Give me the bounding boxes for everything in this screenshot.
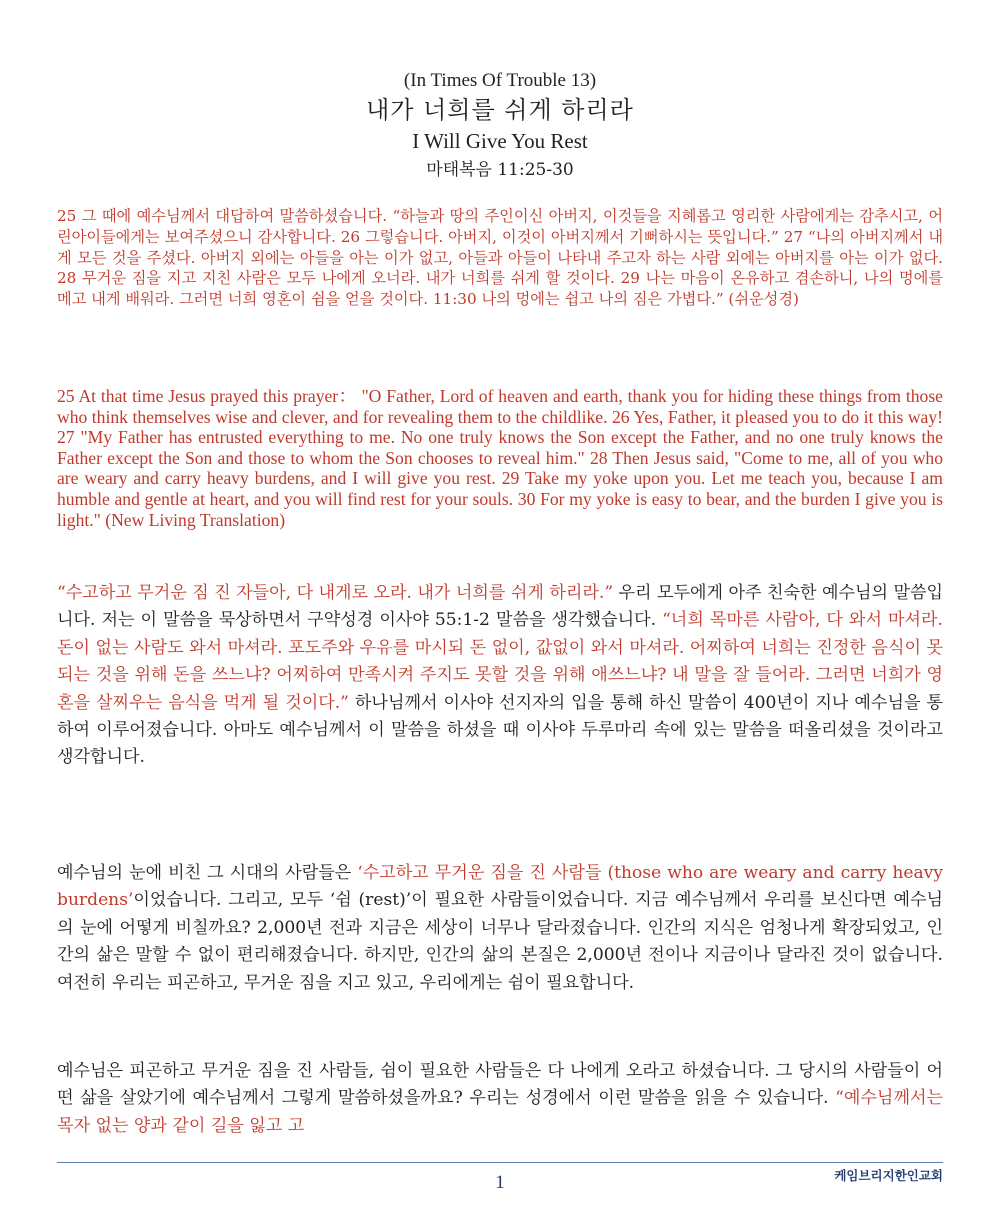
sermon-paragraph-1 [57,580,943,772]
sermon-paragraph-3 [57,1058,943,1140]
series-title: (In Times Of Trouble 13) [403,70,597,91]
english-scripture-passage: 25 At that time Jesus prayed this prayer： "O Father, Lord of heaven and earth, thank you for hiding these things from those who think themselves wise and clever, and for revealing them to the childlike. 26 Yes, Father, it pleased you to do it this way! 27 "My Father has entrusted everything to me. No one truly knows the Son except the Father, and no one truly knows the Father except the Son and those to whom the Son chooses to reveal him." 28 Then Jesus said, "Come to me, all of you who are weary and carry heavy burdens, and I will give you rest. 29 Take my yoke upon you. Let me teach you, because I am humble and gentle at heart, and you will find rest for your souls. 30 For my yoke is easy to bear, and the burden I give you is light." (New Living Translation) [57,386,943,530]
quoted-verse: “예수님께서는 목자 없는 양과 같이 길을 잃고 고 [57,1088,943,1136]
quoted-verse: “수고하고 무거운 짐 진 자들아, 다 내게로 오라. 내가 너희를 쉬게 하리라.” [57,583,614,603]
korean-scripture-passage: 25 그 때에 예수님께서 대답하여 말씀하셨습니다. “하늘과 땅의 주인이신 아버지, 이것들을 지혜롭고 영리한 사람에게는 감추시고, 어린아이들에게는 보여주셨으니 감사합니다. 26 그렇습니다. 아버지, 이것이 아버지께서 기뻐하시는 뜻입니다.” 27 “나의 아버지께서 내게 모든 것을 주셨다. 아버지 외에는 아들을 아는 이가 없고, 아들과 아들이 나타내 주고자 하는 사람 외에는 아버지를 아는 이가 없다. 28 무거운 짐을 지고 지친 사람은 모두 나에게 오너라. 내가 너희를 쉬게 할 것이다. 29 나는 마음이 온유하고 겸손하니, 나의 멍에를 메고 내게 배워라. 그러면 너희 영혼이 쉼을 얻을 것이다. 11:30 나의 멍에는 쉽고 나의 짐은 가볍다.” (쉬운성경) [57,207,943,309]
paragraph-text: 이었습니다. 그리고, 모두 ‘쉼 (rest)’이 필요한 사람들이었습니다. 지금 예수님께서 우리를 보신다면 예수님의 눈에 어떻게 비칠까요? 2,000년 전과 지금은 세상이 너무나 달라졌습니다. 인간의 지식은 엄청나게 확장되었고, 인간의 삶은 말할 수 없이 편리해졌습니다. 하지만, 인간의 삶의 본질은 2,000년 전이나 지금이나 달라진 것이 없습니다. 여전히 우리는 피곤하고, 무거운 짐을 지고 있고, 우리에게는 쉼이 필요합니다. [57,890,943,993]
footer-divider [57,1162,943,1163]
paragraph-text: 예수님의 눈에 비친 그 시대의 사람들은 [57,863,358,883]
scripture-reference: 마태복음 11:25-30 [426,160,574,180]
paragraph-text: 예수님은 피곤하고 무거운 짐을 진 사람들, 쉼이 필요한 사람들은 다 나에게 오라고 하셨습니다. 그 당시의 사람들이 어떤 삶을 살았기에 예수님께서 그렇게 말씀하셨을까요? 우리는 성경에서 이런 말씀을 읽을 수 있습니다. [57,1061,943,1109]
church-name: 케임브리지한인교회 [834,1168,943,1183]
page-number: 1 [495,1172,505,1193]
sermon-header [0,68,1000,184]
page-title-korean: 내가 너희를 쉬게 하리라 [366,96,634,124]
page-title-english: I Will Give You Rest [412,129,588,153]
paragraph-text: 우리 모두에게 아주 친숙한 예수님의 말씀입니다. 저는 이 말씀을 묵상하면서 구약성경 이사야 55:1-2 말씀을 생각했습니다. [57,583,943,631]
quoted-verse: “너희 목마른 사람아, 다 와서 마셔라. 돈이 없는 사람도 와서 마셔라. 포도주와 우유를 마시되 돈 없이, 값없이 와서 마셔라. 어찌하여 너희는 진정한 음식이 못 되는 것을 위해 돈을 쓰느냐? 어찌하여 만족시켜 주지도 못할 것을 위해 애쓰느냐? 내 말을 잘 들어라. 그러면 너희가 영혼을 살찌우는 음식을 먹게 될 것이다.” [57,610,943,713]
sermon-paragraph-2 [57,860,943,997]
paragraph-text: 하나님께서 이사야 선지자의 입을 통해 하신 말씀이 400년이 지나 예수님을 통하여 이루어졌습니다. 아마도 예수님께서 이 말씀을 하셨을 때 이사야 두루마리 속에 있는 말씀을 떠올리셨을 것이라고 생각합니다. [57,692,943,768]
quoted-verse: ‘수고하고 무거운 짐을 진 사람들 (those who are weary and carry heavy burdens’ [57,863,943,911]
